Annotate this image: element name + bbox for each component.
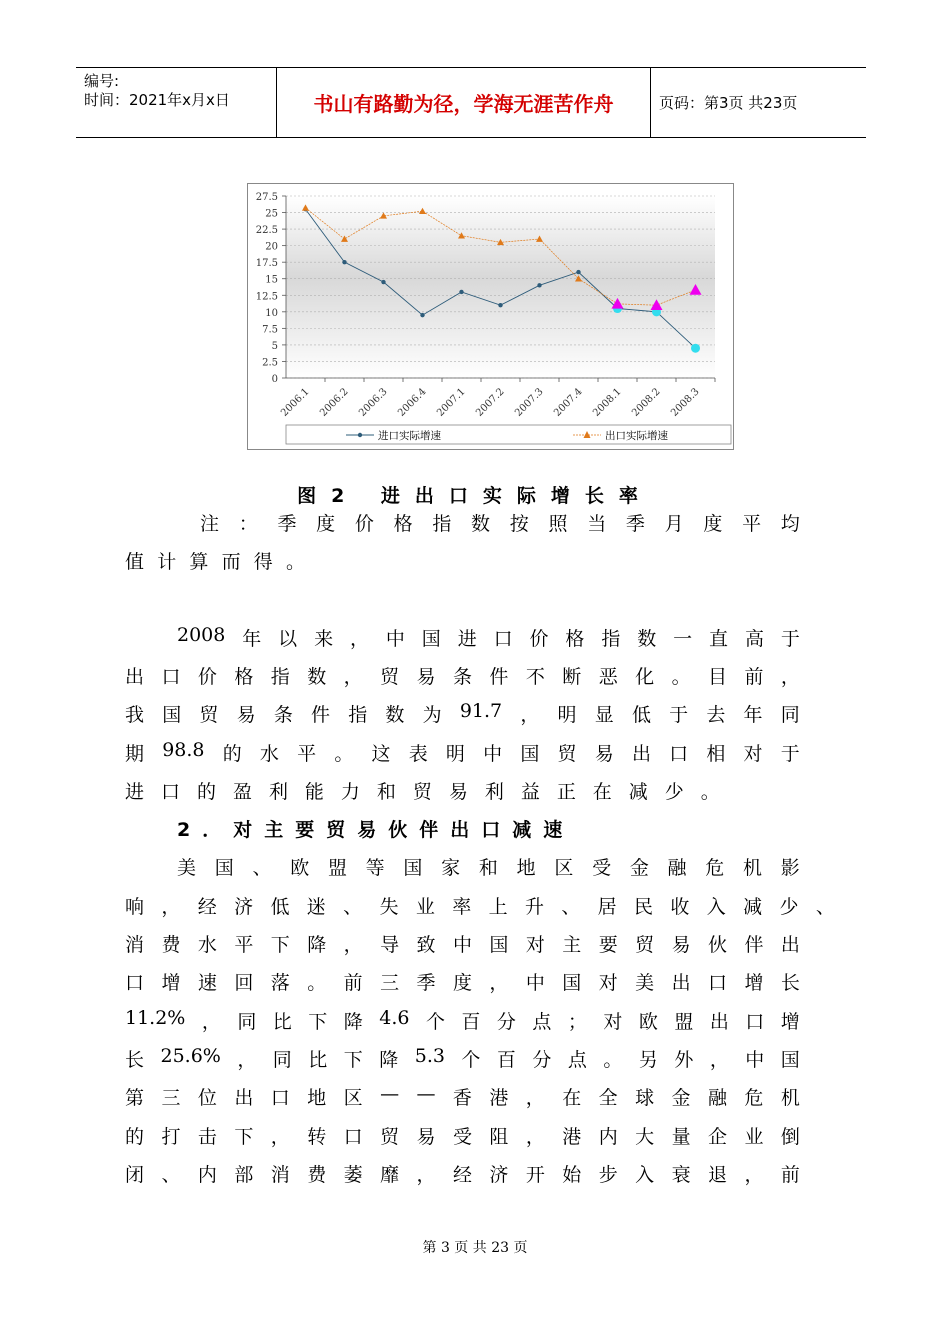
text-line: 11.2% ， 同 比 下 降 4.6 个 百 分 点 ； 对 欧 盟 出 口 增: [125, 1007, 800, 1033]
x-tick-label: 2008.1: [591, 386, 624, 419]
header-motto: 书山有路勤为径，学海无涯苦作舟: [313, 92, 614, 116]
text-line: 2008 年 以 来 ， 中 国 进 口 价 格 指 数 一 直 高 于: [177, 624, 800, 650]
text-line: 的 打 击 下 ， 转 口 贸 易 受 阻 ， 港 内 大 量 企 业 倒: [125, 1126, 800, 1148]
y-tick-label: 27.5: [255, 192, 278, 203]
text-line: 消 费 水 平 下 降 ， 导 致 中 国 对 主 要 贸 易 伙 伴 出: [125, 934, 800, 956]
y-tick-label: 25: [265, 208, 278, 220]
y-tick-label: 17.5: [255, 258, 278, 270]
text-line: 出 口 价 格 指 数 ， 贸 易 条 件 不 断 恶 化 。 目 前 ，: [125, 666, 800, 688]
text-line: 美 国 、 欧 盟 等 国 家 和 地 区 受 金 融 危 机 影: [177, 857, 800, 879]
text-line: 值 计 算 而 得 。: [125, 551, 305, 573]
x-tick-label: 2006.3: [357, 386, 390, 419]
x-tick-label: 2007.2: [474, 386, 507, 419]
y-tick-label: 12.5: [255, 291, 278, 303]
import-data-point: [381, 280, 385, 284]
x-tick-label: 2007.4: [552, 386, 585, 419]
x-tick-label: 2006.4: [396, 386, 429, 419]
import-data-point: [420, 313, 424, 317]
y-tick-label: 22.5: [255, 225, 278, 237]
y-tick-label: 20: [265, 241, 278, 253]
plot-area: [286, 196, 715, 378]
import-data-point: [691, 344, 700, 353]
x-tick-label: 2008.2: [630, 386, 663, 419]
header-table: [76, 67, 866, 138]
import-data-point: [576, 270, 580, 274]
import-data-point: [459, 290, 463, 294]
text-line: 我 国 贸 易 条 件 指 数 为 91.7 ， 明 显 低 于 去 年 同: [125, 700, 800, 726]
chart-container: [247, 183, 734, 450]
y-tick-label: 5: [271, 340, 278, 352]
text-line: 闭 、 内 部 消 费 萎 靡 ， 经 济 开 始 步 入 衰 退 ， 前: [125, 1164, 800, 1186]
legend-import-label: 进口实际增速: [378, 430, 441, 442]
header-divider: [650, 68, 651, 137]
text-line: 注 ： 季 度 价 格 指 数 按 照 当 季 月 度 平 均: [200, 513, 800, 535]
y-tick-label: 10: [265, 307, 278, 319]
text-line: 响 ， 经 济 低 迷 、 失 业 率 上 升 、 居 民 收 入 减 少 、: [125, 896, 835, 918]
figure-caption: 图2 进出口实际增长率: [297, 485, 653, 507]
x-tick-label: 2006.2: [318, 386, 351, 419]
document-time-label: 时间：2021年x月x日: [84, 91, 230, 109]
text-line: 期 98.8 的 水 平 。 这 表 明 中 国 贸 易 出 口 相 对 于: [125, 739, 800, 765]
y-tick-label: 15: [265, 274, 278, 286]
text-line: 口 增 速 回 落 。 前 三 季 度 ， 中 国 对 美 出 口 增 长: [125, 972, 800, 994]
legend-export-label: 出口实际增速: [605, 430, 668, 442]
text-line: 长 25.6% ， 同 比 下 降 5.3 个 百 分 点 。 另 外 ， 中 国: [125, 1045, 800, 1071]
document-number-label: 编号:: [84, 72, 120, 90]
header-page-label: 页码：第3页 共23页: [659, 94, 798, 112]
y-tick-label: 2.5: [262, 357, 278, 369]
legend-import-marker: [358, 433, 362, 437]
import-data-point: [498, 303, 502, 307]
x-tick-label: 2007.3: [513, 386, 546, 419]
text-line: 第 三 位 出 口 地 区 — — 香 港 ， 在 全 球 金 融 危 机: [125, 1083, 800, 1109]
section-heading: 2．对主要贸易伙伴出口减速: [177, 819, 575, 841]
x-tick-label: 2006.1: [279, 386, 312, 419]
import-data-point: [537, 283, 541, 287]
line-chart: [248, 184, 733, 449]
header-info-cell: [76, 68, 276, 137]
import-data-point: [342, 260, 346, 264]
y-tick-label: 0: [271, 374, 278, 385]
page-footer: 第 3 页 共 23 页: [422, 1240, 528, 1256]
text-line: 进 口 的 盈 利 能 力 和 贸 易 利 益 正 在 减 少 。: [125, 781, 720, 803]
x-tick-label: 2008.3: [669, 386, 702, 419]
x-tick-label: 2007.1: [435, 386, 468, 419]
y-tick-label: 7.5: [262, 324, 278, 336]
